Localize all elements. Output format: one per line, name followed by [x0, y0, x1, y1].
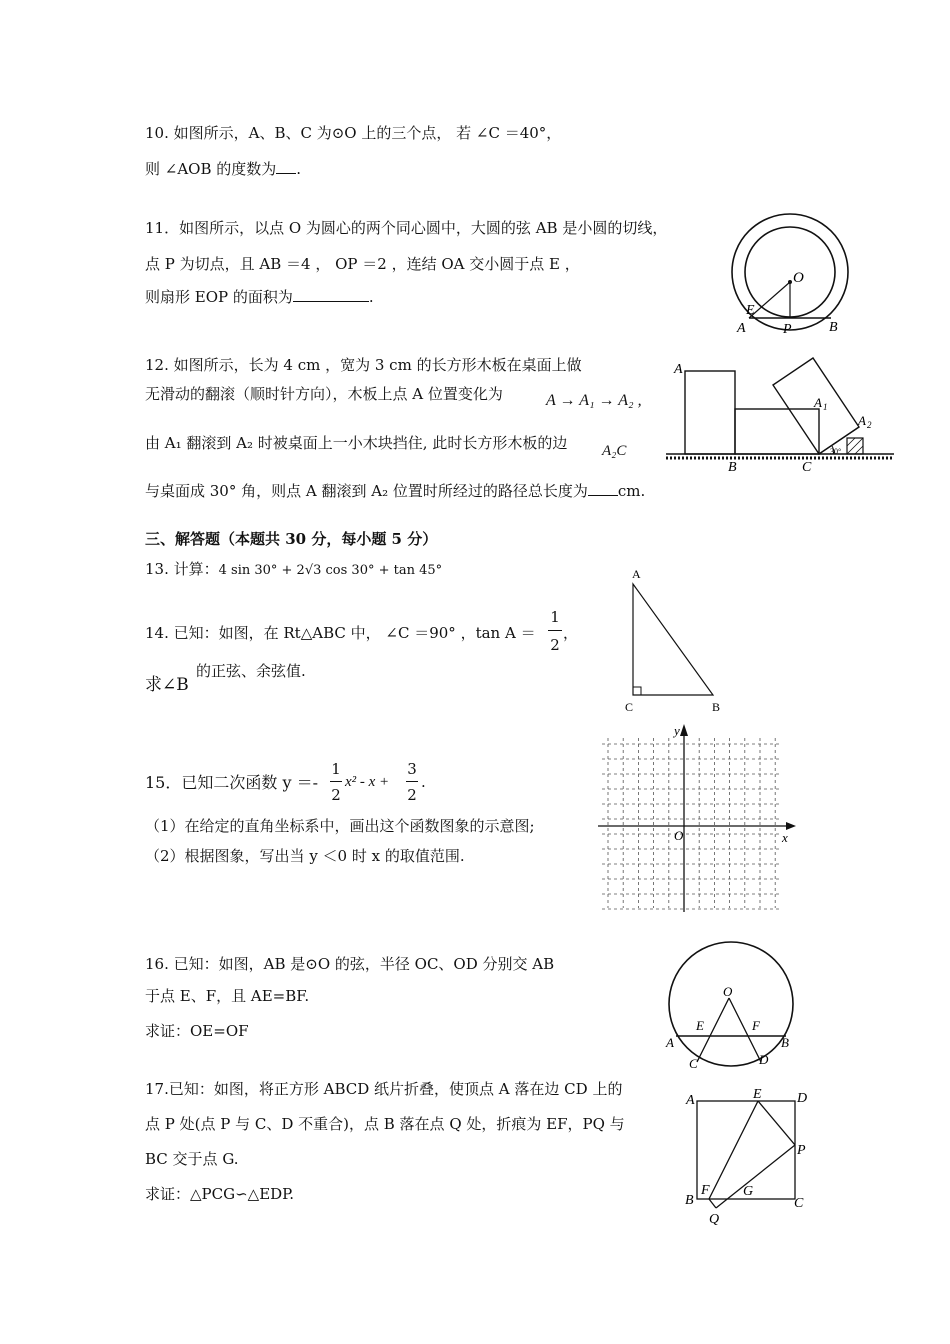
q15-frac1-den: 2: [331, 786, 341, 804]
q12-line3b-text: 此时长方形木板的边: [432, 434, 568, 452]
label-o: O: [793, 270, 804, 286]
q12-line4-end: cm.: [617, 482, 646, 500]
label-y: y: [674, 723, 680, 738]
label-f: F: [701, 1183, 710, 1198]
label-a1-sub: 1: [823, 402, 828, 412]
segment-ep: [758, 1101, 795, 1145]
q15-frac2-bar: [406, 781, 418, 782]
q12-line3-text: 由 A₁ 翻滚到 A₂ 时被桌面上一小木块挡住,: [145, 434, 428, 452]
q15-frac2-num: 3: [407, 760, 417, 778]
label-f: F: [752, 1018, 760, 1033]
label-g: G: [743, 1184, 754, 1199]
q10-line2-end: .: [296, 160, 302, 178]
q15-line2: （1）在给定的直角坐标系中，画出这个函数图象的示意图;: [145, 817, 535, 835]
label-a1: A: [814, 395, 822, 410]
q17-line2: 点 P 处(点 P 与 C、D 不重合)，点 B 落在点 Q 处，折痕为 EF，PQ 与: [145, 1115, 625, 1133]
q10-line2: [145, 160, 301, 178]
label-p: P: [783, 322, 792, 337]
label-b: B: [712, 700, 721, 714]
label-d: D: [759, 1052, 769, 1067]
label-e: E: [696, 1018, 704, 1033]
label-p: P: [797, 1143, 806, 1158]
label-d: D: [797, 1091, 808, 1106]
label-angle: 30°: [830, 447, 842, 456]
q14-frac-bar: [548, 630, 562, 631]
segment-fq: [709, 1199, 716, 1208]
q12-sequence: A → A₁ → A₂ ,: [546, 392, 642, 409]
q12-line4-text: 与桌面成 30° 角，则点 A 翻滚到 A₂ 位置时所经过的路径总长度为: [145, 482, 588, 500]
label-o: O: [723, 984, 733, 999]
q13-label: 13. 计算：: [145, 560, 219, 578]
label-b: B: [781, 1035, 789, 1050]
label-a: A: [632, 567, 641, 581]
answer-blank: [293, 301, 369, 302]
center-dot: [788, 280, 792, 284]
board-flat: [735, 409, 819, 454]
answer-blank: [588, 495, 618, 496]
rolling-board-figure: [664, 355, 896, 475]
q14-line1: 14. 已知：如图，在 Rt△ABC 中， ∠C ＝90° ，tan A ＝: [145, 624, 536, 642]
q15-mid: x² - x +: [345, 774, 390, 790]
label-a: A: [674, 362, 683, 377]
label-e: E: [753, 1087, 762, 1102]
q14-line2b: 的正弦、余弦值.: [196, 662, 306, 680]
label-q: Q: [709, 1212, 720, 1227]
q14-line2: 求∠B: [145, 675, 189, 695]
label-a2: A: [858, 413, 866, 428]
right-triangle-figure: [618, 562, 728, 717]
q11-line2: 点 P 为切点，且 AB ＝4 ， OP ＝2 ，连结 OA 交小圆于点 E ，: [145, 255, 580, 273]
q17-line4: 求证：△PCG∽△EDP.: [145, 1185, 294, 1203]
q16-line3: 求证：OE=OF: [145, 1022, 249, 1040]
label-c: C: [802, 460, 812, 475]
label-b: B: [728, 460, 737, 475]
q15-frac1-num: 1: [331, 760, 341, 778]
label-origin: O: [674, 828, 684, 843]
q14-comma: ，: [563, 624, 579, 642]
q17-line3: BC 交于点 G.: [145, 1150, 239, 1168]
q14-frac-num: 1: [550, 608, 560, 626]
circle-chord-figure: [663, 936, 798, 1072]
q12-line3: [145, 434, 567, 452]
q13-line1: [145, 560, 442, 579]
q15-line1a: 15．已知二次函数 y ＝-: [145, 773, 318, 792]
label-a: A: [666, 1035, 674, 1050]
label-a2-sub: 2: [867, 420, 872, 430]
q15-frac2-den: 2: [407, 786, 417, 804]
triangle-abc: [633, 584, 713, 695]
section-heading: 三、解答题（本题共 30 分，每小题 5 分）: [145, 530, 438, 548]
q12-line4: [145, 482, 645, 500]
q16-line2: 于点 E、F，且 AE=BF.: [145, 987, 310, 1005]
q13-expression: 4 sin 30° + 2√3 cos 30° + tan 45°: [218, 563, 443, 578]
q11-line3: [145, 288, 374, 306]
label-c: C: [625, 700, 634, 714]
grid-lines: [602, 738, 780, 909]
label-a: A: [737, 321, 746, 336]
q14-frac-den: 2: [550, 636, 560, 654]
q15-line3: （2）根据图象，写出当 y ＜0 时 x 的取值范围.: [145, 847, 465, 865]
q12-line1: 12. 如图所示，长为 4 cm ，宽为 3 cm 的长方形木板在桌面上做: [145, 356, 582, 374]
concentric-circles-figure: [726, 212, 856, 337]
answer-blank: [276, 173, 296, 174]
coordinate-grid-figure: [596, 720, 800, 916]
block-hatch: [847, 438, 863, 454]
label-c: C: [689, 1056, 698, 1071]
q17-line1: 17.已知：如图，将正方形 ABCD 纸片折叠，使顶点 A 落在边 CD 上的: [145, 1080, 623, 1098]
label-a: A: [686, 1093, 695, 1108]
q12-edge: A₂C: [602, 443, 627, 459]
q11-line1: 11．如图所示，以点 O 为圆心的两个同心圆中，大圆的弦 AB 是小圆的切线，: [145, 219, 668, 237]
folded-square-figure: [682, 1083, 812, 1229]
label-b: B: [829, 320, 838, 335]
label-e: E: [746, 303, 755, 318]
q15-end: .: [421, 773, 426, 791]
q11-line3-end: .: [368, 288, 374, 306]
board-upright: [685, 371, 735, 454]
label-c: C: [794, 1196, 804, 1211]
q16-line1: 16. 已知：如图，AB 是⊙O 的弦，半径 OC、OD 分别交 AB: [145, 955, 555, 973]
q15-frac1-bar: [330, 781, 342, 782]
circle-o: [669, 942, 793, 1066]
right-angle-mark: [633, 687, 641, 695]
q10-line1: 10. 如图所示，A、B、C 为⊙O 上的三个点， 若 ∠C ＝40°，: [145, 124, 562, 142]
label-b: B: [685, 1193, 694, 1208]
q11-line3-text: 则扇形 EOP 的面积为: [145, 288, 293, 306]
y-axis-arrow: [680, 724, 688, 736]
x-axis-arrow: [786, 822, 796, 830]
q10-line2-text: 则 ∠AOB 的度数为: [145, 160, 277, 178]
q12-line2: 无滑动的翻滚（顺时针方向），木板上点 A 位置变化为: [145, 385, 503, 403]
label-x: x: [782, 830, 788, 845]
